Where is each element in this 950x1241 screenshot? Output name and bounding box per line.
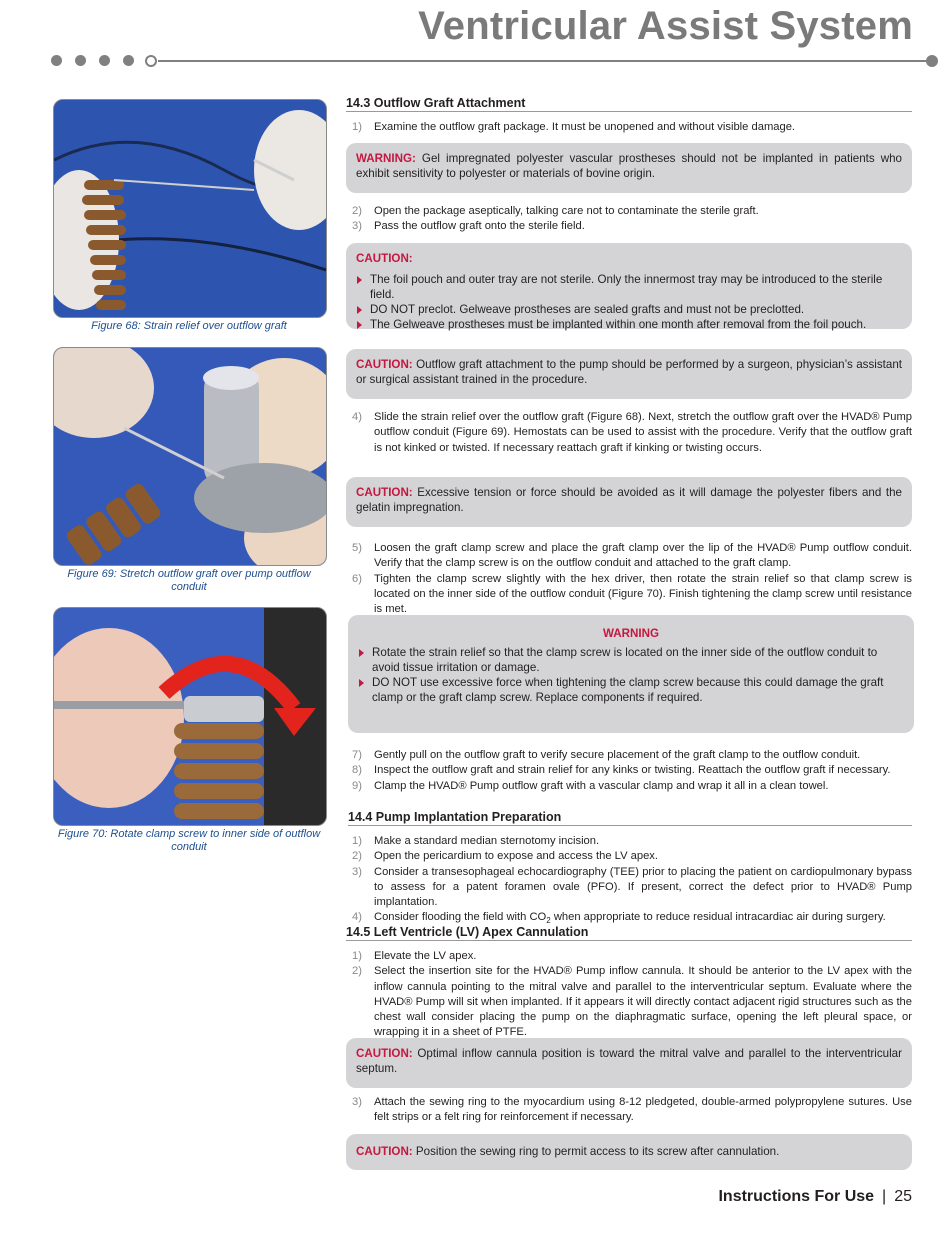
list-item: 7) Gently pull on the outflow graft to verify secure placement of the graft clamp to the outflow conduit.	[352, 749, 861, 761]
steps-14-3-b	[346, 204, 912, 235]
list-item: 3) Attach the sewing ring to the myocardium using 8-12 pledgeted, double-armed polypropylene sutures. Use felt strips or a felt ring for reinforcement if necessary.	[352, 1096, 912, 1124]
caution-box-tension: CAUTION: Excessive tension or force should be avoided as it will damage the polyester fibers and the gelatin impregnation.	[346, 477, 912, 527]
list-item: DO NOT preclot. Gelweave prostheses are sealed grafts and must not be preclotted.	[356, 302, 902, 317]
figure-69-photo	[53, 347, 327, 566]
section-14-3-heading: 14.3 Outflow Graft Attachment	[346, 96, 912, 112]
list-item: 3) Pass the outflow graft onto the sterile field.	[352, 220, 585, 233]
steps-14-3-e	[346, 748, 912, 794]
list-item: 4) Consider flooding the field with $CO_2$ when appropriate to reduce residual intracardiac air during surgery.	[352, 911, 886, 926]
figure-68-photo	[53, 99, 327, 318]
page-footer	[718, 1188, 912, 1206]
list-item: 5) Loosen the graft clamp screw and place the graft clamp over the lip of the HVAD® Pump outflow conduit. Verify that the clamp screw is on the outflow conduit and attached to the graft clamp.	[352, 542, 912, 570]
footer-title: Instructions For Use	[718, 1188, 875, 1205]
steps-14-5-a	[346, 949, 912, 1041]
list-item: 6) Tighten the clamp screw slightly with the hex driver, then rotate the strain relief so that clamp screw is located on the inner side of the outflow conduit (Figure 70). Finish tightening the clamp screw until resistance is met.	[352, 572, 912, 616]
list-item: 2) Select the insertion site for the HVAD® Pump inflow cannula. It should be anterior to the LV apex with the inflow cannula pointing to the mitral valve and parallel to the interventricular septum. Evaluate where the HVAD® Pump will sit when implanted. If it appears it will directly contact adjacent rigid structures such as the chest wall consider placing the pump on the diaphragmatic surface, opening the left pleural space, or wrapping it in a sheet of PTFE.	[352, 965, 912, 1039]
warning-box-bovine: WARNING: Gel impregnated polyester vascular prostheses should not be implanted in patients who exhibit sensitivity to polyester or materials of bovine origin.	[346, 143, 912, 193]
caution-box-sewing-ring: CAUTION: Position the sewing ring to permit access to its screw after cannulation.	[346, 1134, 912, 1170]
list-item: 2) Open the package aseptically, talking care not to contaminate the sterile graft.	[352, 205, 759, 217]
list-item: The foil pouch and outer tray are not sterile. Only the innermost tray may be introduced to the sterile field.	[356, 272, 902, 302]
steps-14-5-b	[346, 1095, 912, 1126]
section-14-5-heading: 14.5 Left Ventricle (LV) Apex Cannulation	[346, 925, 912, 941]
steps-14-3-a	[346, 120, 912, 135]
warning-box-clamp: WARNING Rotate the strain relief so that the clamp screw is located on the inner side of the outflow conduit to avoid tissue irritation or damage. DO NOT use excessive force when tightening the clamp screw because this could damage the graft clamp or the graft clamp screw. Replace components if required.	[348, 615, 914, 733]
list-item: 8) Inspect the outflow graft and strain relief for any kinks or twisting. Reattach the outflow graft if necessary.	[352, 764, 891, 777]
caution-box-surgeon: CAUTION: Outflow graft attachment to the pump should be performed by a surgeon, physician’s assistant or surgical assistant trained in the procedure.	[346, 349, 912, 399]
caution-box-sterile: CAUTION: The foil pouch and outer tray are not sterile. Only the innermost tray may be introduced to the sterile field. DO NOT preclot. Gelweave prostheses are sealed grafts and must not be preclotted. The Gelweave prostheses must be implanted within one month after removal from the foil pouch.	[346, 243, 912, 329]
figure-70-photo	[53, 607, 327, 826]
list-item: 2) Open the pericardium to expose and access the LV apex.	[352, 850, 659, 863]
list-item: Rotate the strain relief so that the clamp screw is located on the inner side of the outflow conduit to avoid tissue irritation or damage.	[358, 645, 904, 675]
header-dotted-rule	[48, 53, 938, 69]
footer-separator: |	[882, 1188, 887, 1205]
steps-14-3-c	[346, 410, 912, 456]
list-item: 4) Slide the strain relief over the outflow graft (Figure 68). Next, stretch the outflow graft over the HVAD® Pump outflow conduit (Figure 69). Hemostats can be used to assist with the procedure. Verify that the outflow graft is not kinked or twisted. If necessary reattach graft if kinking or twisting occurs.	[352, 411, 912, 454]
caution-box-inflow: CAUTION: Optimal inflow cannula position is toward the mitral valve and parallel to the interventricular septum.	[346, 1038, 912, 1088]
list-item: 1) Make a standard median sternotomy incision.	[352, 835, 600, 847]
document-title: Ventricular Assist System	[418, 4, 913, 48]
figure-69-caption: Figure 69: Stretch outflow graft over pump outflow conduit	[67, 568, 311, 593]
figure-68-caption: Figure 68: Strain relief over outflow graft	[91, 320, 287, 332]
section-14-4-heading: 14.4 Pump Implantation Preparation	[348, 810, 912, 826]
list-item: The Gelweave prostheses must be implanted within one month after removal from the foil pouch.	[356, 317, 902, 332]
list-item: 1) Elevate the LV apex.	[352, 950, 477, 962]
list-item: DO NOT use excessive force when tightening the clamp screw because this could damage the graft clamp or the graft clamp screw. Replace components if required.	[358, 675, 904, 705]
steps-14-3-d	[346, 541, 912, 617]
steps-14-4	[346, 834, 912, 929]
figure-70-caption: Figure 70: Rotate clamp screw to inner side of outflow conduit	[57, 828, 321, 853]
page-number: 25	[894, 1188, 912, 1205]
list-item: 1) Examine the outflow graft package. It must be unopened and without visible damage.	[352, 121, 796, 133]
list-item: 3) Consider a transesophageal echocardiography (TEE) prior to placing the patient on cardiopulmonary bypass to assess for a patent foramen ovale (PFO). If present, correct the defect prior to HVAD® Pump implantation.	[352, 865, 912, 909]
list-item: 9) Clamp the HVAD® Pump outflow graft with a vascular clamp and wrap it all in a clean towel.	[352, 779, 829, 792]
